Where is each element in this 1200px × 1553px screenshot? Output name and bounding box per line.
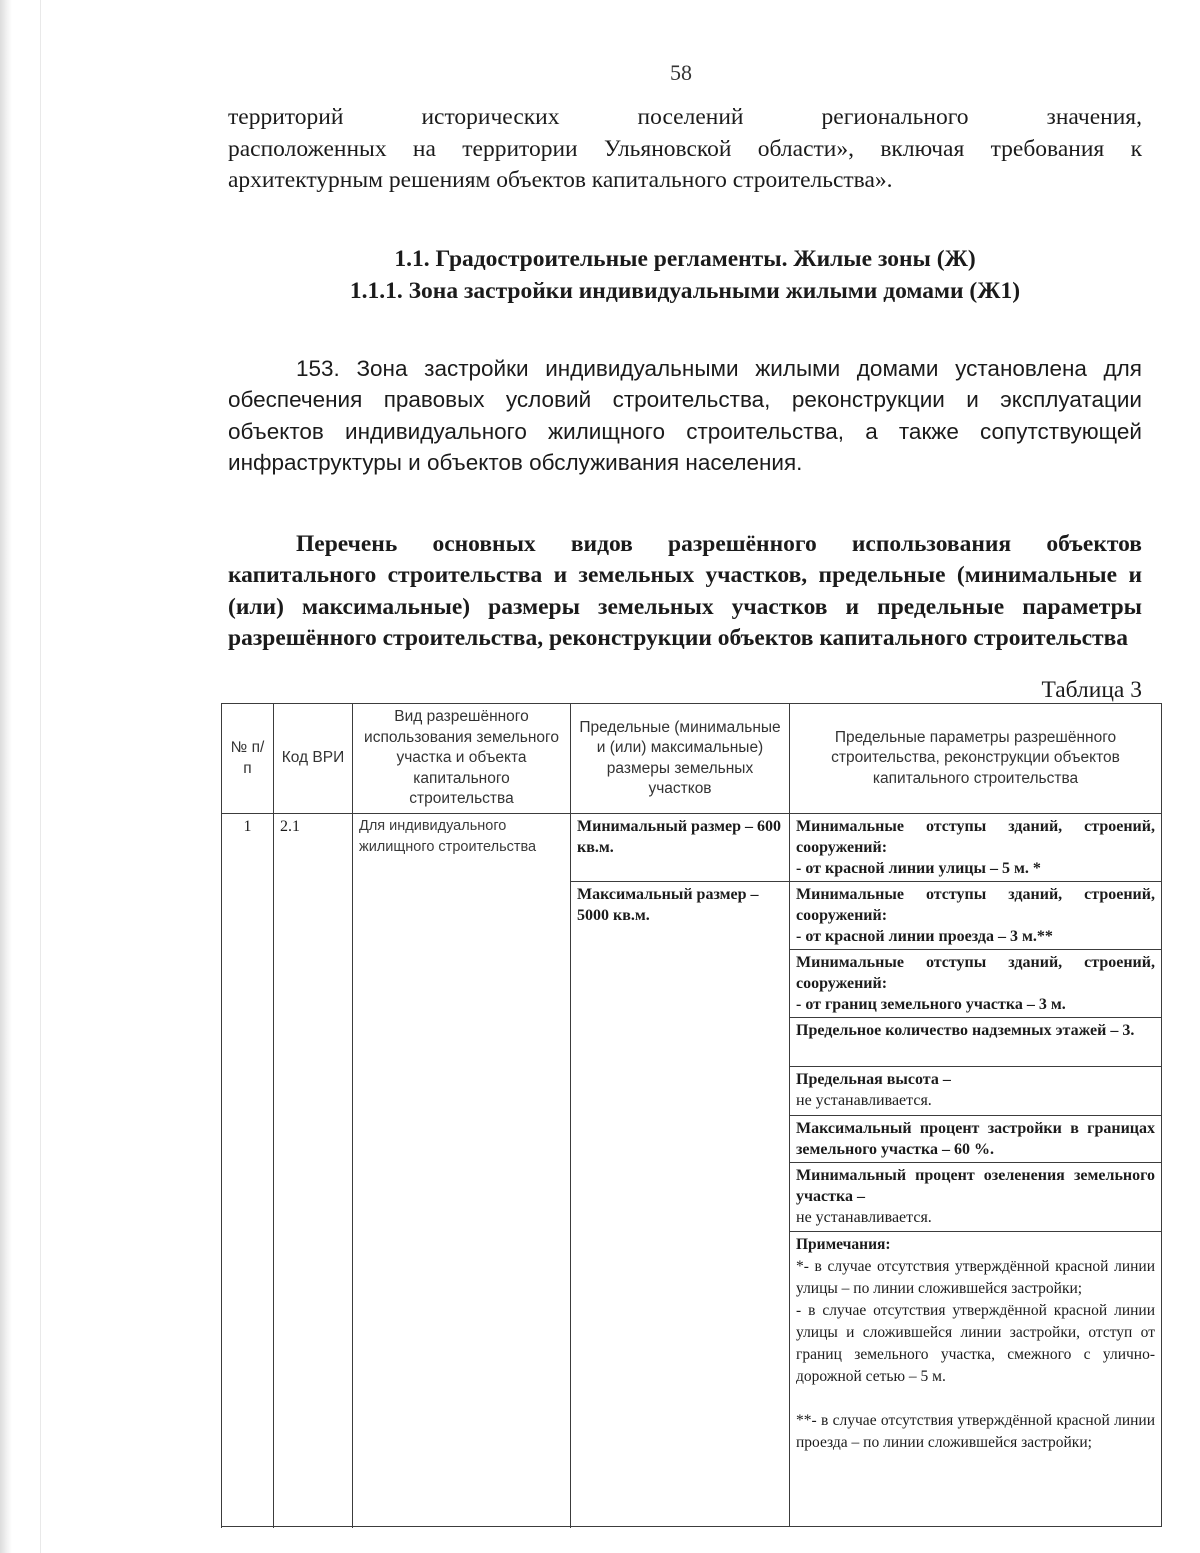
row-code: 2.1 <box>274 814 353 1527</box>
param-title: Минимальный процент озеленения земельного участка – <box>796 1167 1155 1205</box>
header-code: Код ВРИ <box>274 704 353 814</box>
note-2: - в случае отсутствия утверждённой красной линии улицы и сложившейся линии застройки, отступ от границ земельного участка, смежного с улично-дорожной сетью – 5 м. <box>796 1302 1155 1385</box>
param-title: Минимальные отступы зданий, строений, сооружений: <box>796 818 1155 856</box>
table-caption: Таблица 3 <box>1041 677 1142 703</box>
table-title: Перечень основных видов разрешённого использования объектов капитального строительства и земельных участков, предельные (минимальные и (или) максимальные) размеры земельных участков и предельные параметры разрешённого строительства, реконструкции объектов капитального строительства <box>228 530 1142 651</box>
param-value: Предельное количество надземных этажей – 3. <box>796 1022 1135 1039</box>
intro-line-2: расположенных на территории Ульяновской области», включая требования к архитектурным решениям объектов капитального строительства». <box>228 135 1142 193</box>
header-type: Вид разрешённого использования земельного участка и объекта капитального строительства <box>353 704 571 814</box>
header-sizes: Предельные (минимальные и (или) максимальные) размеры земельных участков <box>571 704 790 814</box>
param-coverage <box>790 1116 1162 1163</box>
row-type: Для индивидуального жилищного строительства <box>353 814 571 1527</box>
notes-spacer <box>796 1388 1155 1410</box>
document-body <box>228 102 1142 678</box>
table-header-row <box>222 704 1162 814</box>
param-value: не устанавливается. <box>796 1209 932 1226</box>
table-row <box>222 814 1162 882</box>
intro-line-1: территорий исторических поселений регионального значения, <box>228 104 1142 130</box>
param-title: Минимальные отступы зданий, строений, сооружений: <box>796 886 1155 924</box>
param-title: Минимальные отступы зданий, строений, сооружений: <box>796 954 1155 992</box>
paragraph-153: 153. Зона застройки индивидуальными жилыми домами установлена для обеспечения правовых условий строительства, реконструкции и эксплуатации объектов индивидуального жилищного строительства, а также сопутствующей инфраструктуры и объектов обслуживания населения. <box>228 355 1142 475</box>
param-height <box>790 1067 1162 1116</box>
header-num: № п/п <box>222 704 274 814</box>
size-max: Максимальный размер – 5000 кв.м. <box>571 882 790 1527</box>
row-num: 1 <box>222 814 274 1527</box>
param-greening <box>790 1163 1162 1232</box>
note-1: *- в случае отсутствия утверждённой красной линии улицы – по линии сложившейся застройки; <box>796 1258 1155 1297</box>
regulations-table <box>221 703 1162 1527</box>
param-value: Максимальный процент застройки в границах земельного участка – 60 %. <box>796 1120 1155 1158</box>
section-heading: 1.1. Градостроительные регламенты. Жилые зоны (Ж) <box>394 245 976 272</box>
param-value: - от красной линии проезда – 3 м.** <box>796 928 1053 945</box>
page-number: 58 <box>670 60 692 85</box>
size-min: Минимальный размер – 600 кв.м. <box>571 814 790 882</box>
param-value: не устанавливается. <box>796 1092 932 1109</box>
scan-edge-shadow <box>0 0 12 1553</box>
notes-title: Примечания: <box>796 1236 891 1253</box>
subsection-heading: 1.1.1. Зона застройки индивидуальными жилыми домами (Ж1) <box>349 277 1021 304</box>
param-value: - от границ земельного участка – 3 м. <box>796 996 1066 1013</box>
scan-edge-line <box>40 0 41 1553</box>
notes-cell <box>790 1232 1162 1527</box>
param-setback-boundary <box>790 950 1162 1018</box>
param-title: Предельная высота – <box>796 1071 951 1088</box>
header-params: Предельные параметры разрешённого строительства, реконструкции объектов капитального строительства <box>790 704 1162 814</box>
param-setback-passage <box>790 882 1162 950</box>
note-3: **- в случае отсутствия утверждённой красной линии проезда – по линии сложившейся застройки; <box>796 1412 1155 1451</box>
param-value: - от красной линии улицы – 5 м. * <box>796 860 1041 877</box>
param-setback-street <box>790 814 1162 882</box>
section-headings <box>228 243 1142 307</box>
param-floors <box>790 1018 1162 1067</box>
